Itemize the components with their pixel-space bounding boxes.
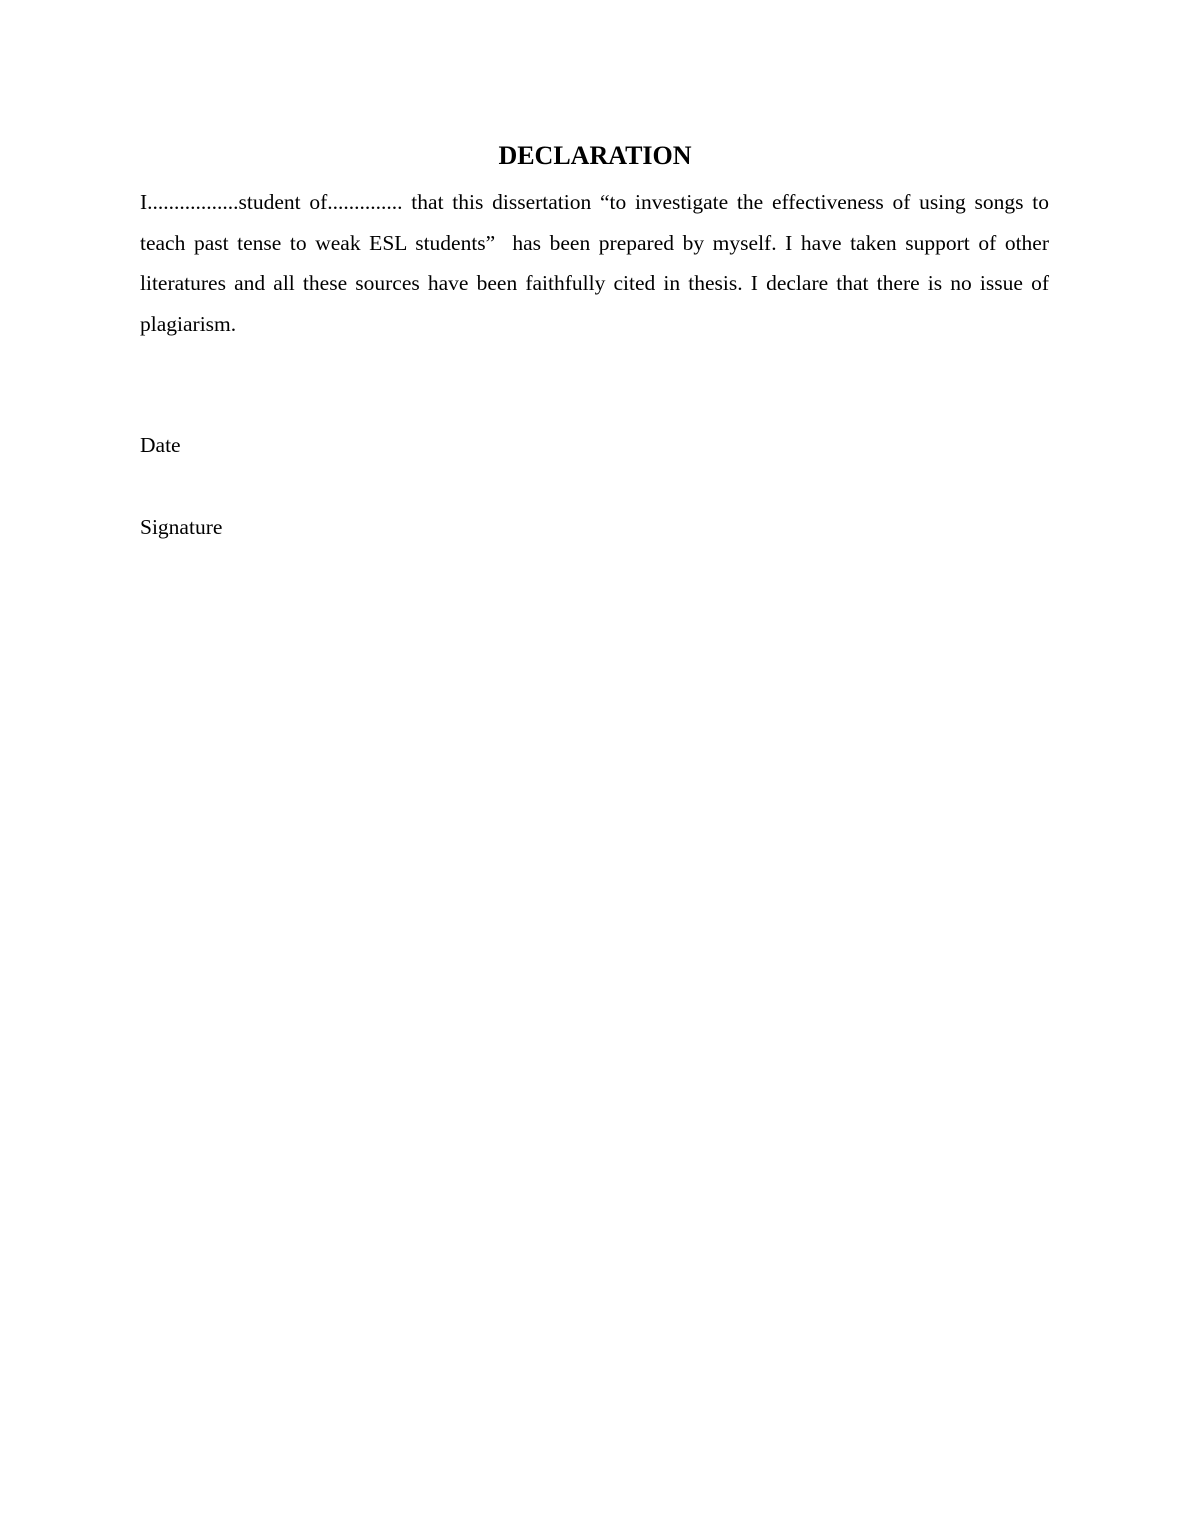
declaration-paragraph: I.................student of.............. that this dissertation “to investigate the effectiveness of using songs to teach past tense to weak ESL students” has been prepared by myself. I have taken support of other literatures and all these sources have been faithfully cited in thesis. I declare that there is no issue of plagiarism. bbox=[140, 190, 1055, 336]
page-title: DECLARATION bbox=[498, 141, 692, 170]
date-label: Date bbox=[140, 433, 181, 457]
signature-label: Signature bbox=[140, 515, 223, 539]
